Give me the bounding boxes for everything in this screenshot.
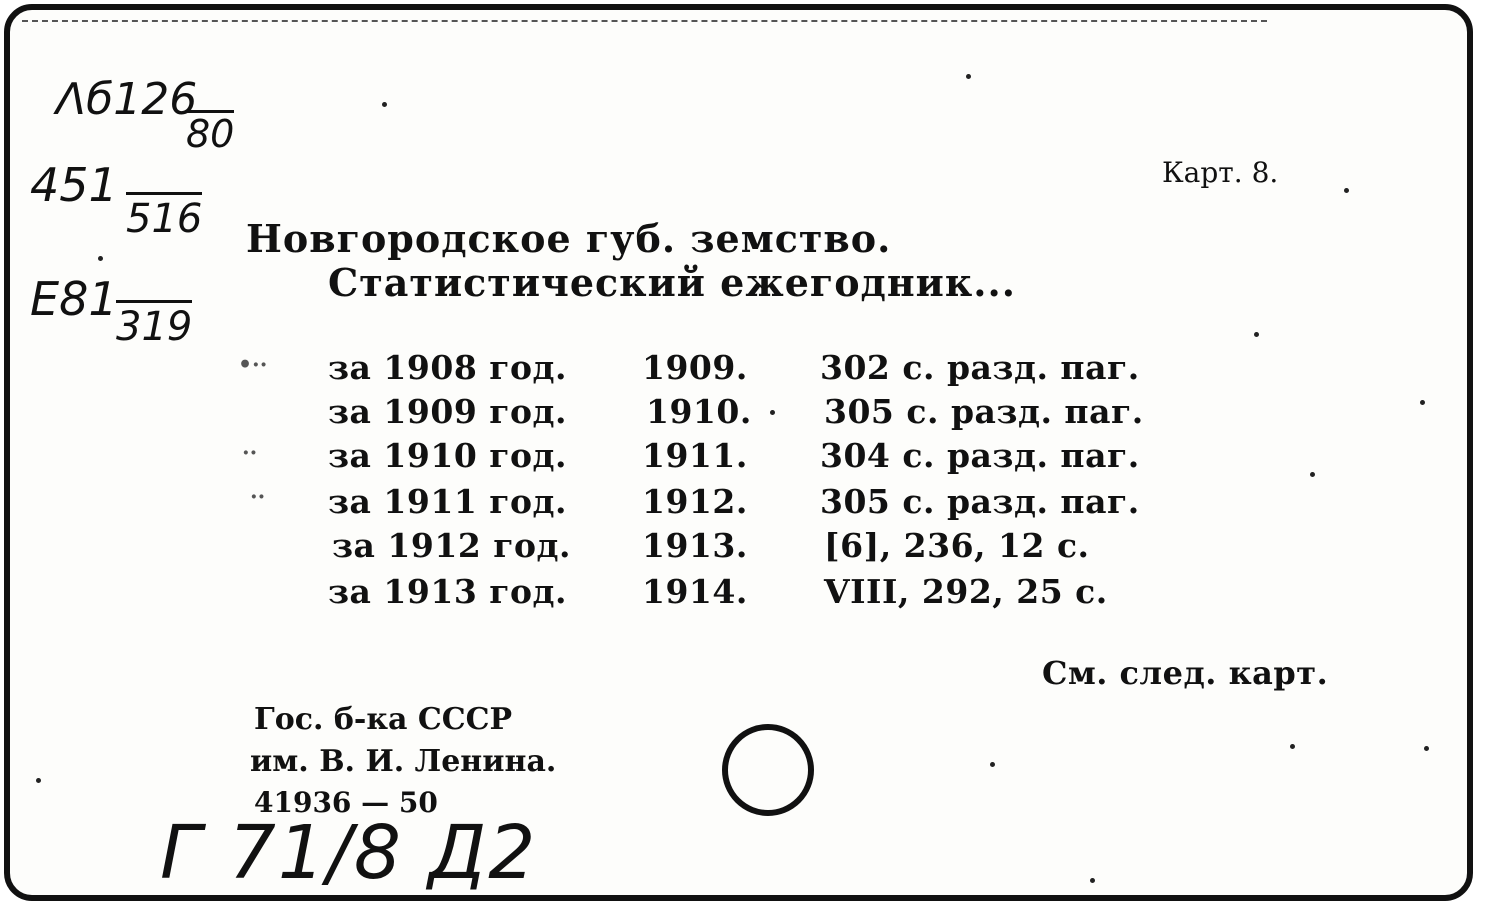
shelf-mark-2-sub: 516	[126, 192, 202, 239]
faded-stamp-mark: •··	[238, 352, 268, 378]
shelf-mark-3-sub: 319	[116, 300, 192, 347]
entry-year: 1909.	[642, 348, 748, 387]
speck	[1310, 472, 1315, 477]
card-heading: Новгородское губ. земство.	[246, 216, 892, 261]
library-line-1: Гос. б-ка СССР	[254, 702, 513, 737]
speck	[990, 762, 995, 767]
speck	[770, 410, 775, 415]
catalog-card	[4, 4, 1473, 901]
bottom-shelf-mark: Г 71/8 Д2	[160, 810, 538, 896]
entry-pages: [6], 236, 12 с.	[824, 526, 1090, 565]
see-next-card: См. след. карт.	[1042, 654, 1329, 692]
speck	[1344, 188, 1349, 193]
shelf-mark-1	[56, 74, 197, 125]
speck	[1254, 332, 1259, 337]
card-number: Карт. 8.	[1162, 156, 1279, 189]
card-title: Статистический ежегодник...	[328, 260, 1016, 305]
entry-period: за 1913 год.	[328, 572, 567, 611]
shelf-mark-2: 451	[30, 158, 118, 212]
speck	[966, 74, 971, 79]
entry-pages: 305 с. разд. паг.	[820, 482, 1140, 521]
entry-period: за 1908 год.	[328, 348, 567, 387]
speck	[1290, 744, 1295, 749]
entry-pages: 302 с. разд. паг.	[820, 348, 1140, 387]
shelf-mark-1-sub: 80	[186, 112, 235, 156]
entry-period: за 1911 год.	[328, 482, 567, 521]
entry-pages: 304 с. разд. паг.	[820, 436, 1140, 475]
entry-pages: 305 с. разд. паг.	[824, 392, 1144, 431]
speck	[1420, 400, 1425, 405]
punch-hole	[722, 724, 814, 816]
shelf-mark-1-main: Λб126	[56, 74, 198, 125]
library-line-3: 41936 — 50	[254, 786, 438, 819]
entry-pages: VIII, 292, 25 с.	[824, 572, 1108, 611]
speck	[382, 102, 387, 107]
library-line-2: им. В. И. Ленина.	[250, 744, 557, 779]
shelf-mark-3: Е81	[30, 272, 118, 326]
entry-year: 1911.	[642, 436, 748, 475]
entry-period: за 1912 год.	[332, 526, 571, 565]
speck	[36, 778, 41, 783]
entry-year: 1910.	[646, 392, 752, 431]
speck	[1424, 746, 1429, 751]
entry-period: за 1909 год.	[328, 392, 567, 431]
speck	[1090, 878, 1095, 883]
faded-stamp-mark: ··	[250, 484, 266, 510]
entry-year: 1912.	[642, 482, 748, 521]
speck	[98, 256, 103, 261]
top-dashed-edge	[22, 20, 1267, 22]
entry-year: 1913.	[642, 526, 748, 565]
faded-stamp-mark: ··	[242, 440, 258, 466]
entry-period: за 1910 год.	[328, 436, 567, 475]
entry-year: 1914.	[642, 572, 748, 611]
